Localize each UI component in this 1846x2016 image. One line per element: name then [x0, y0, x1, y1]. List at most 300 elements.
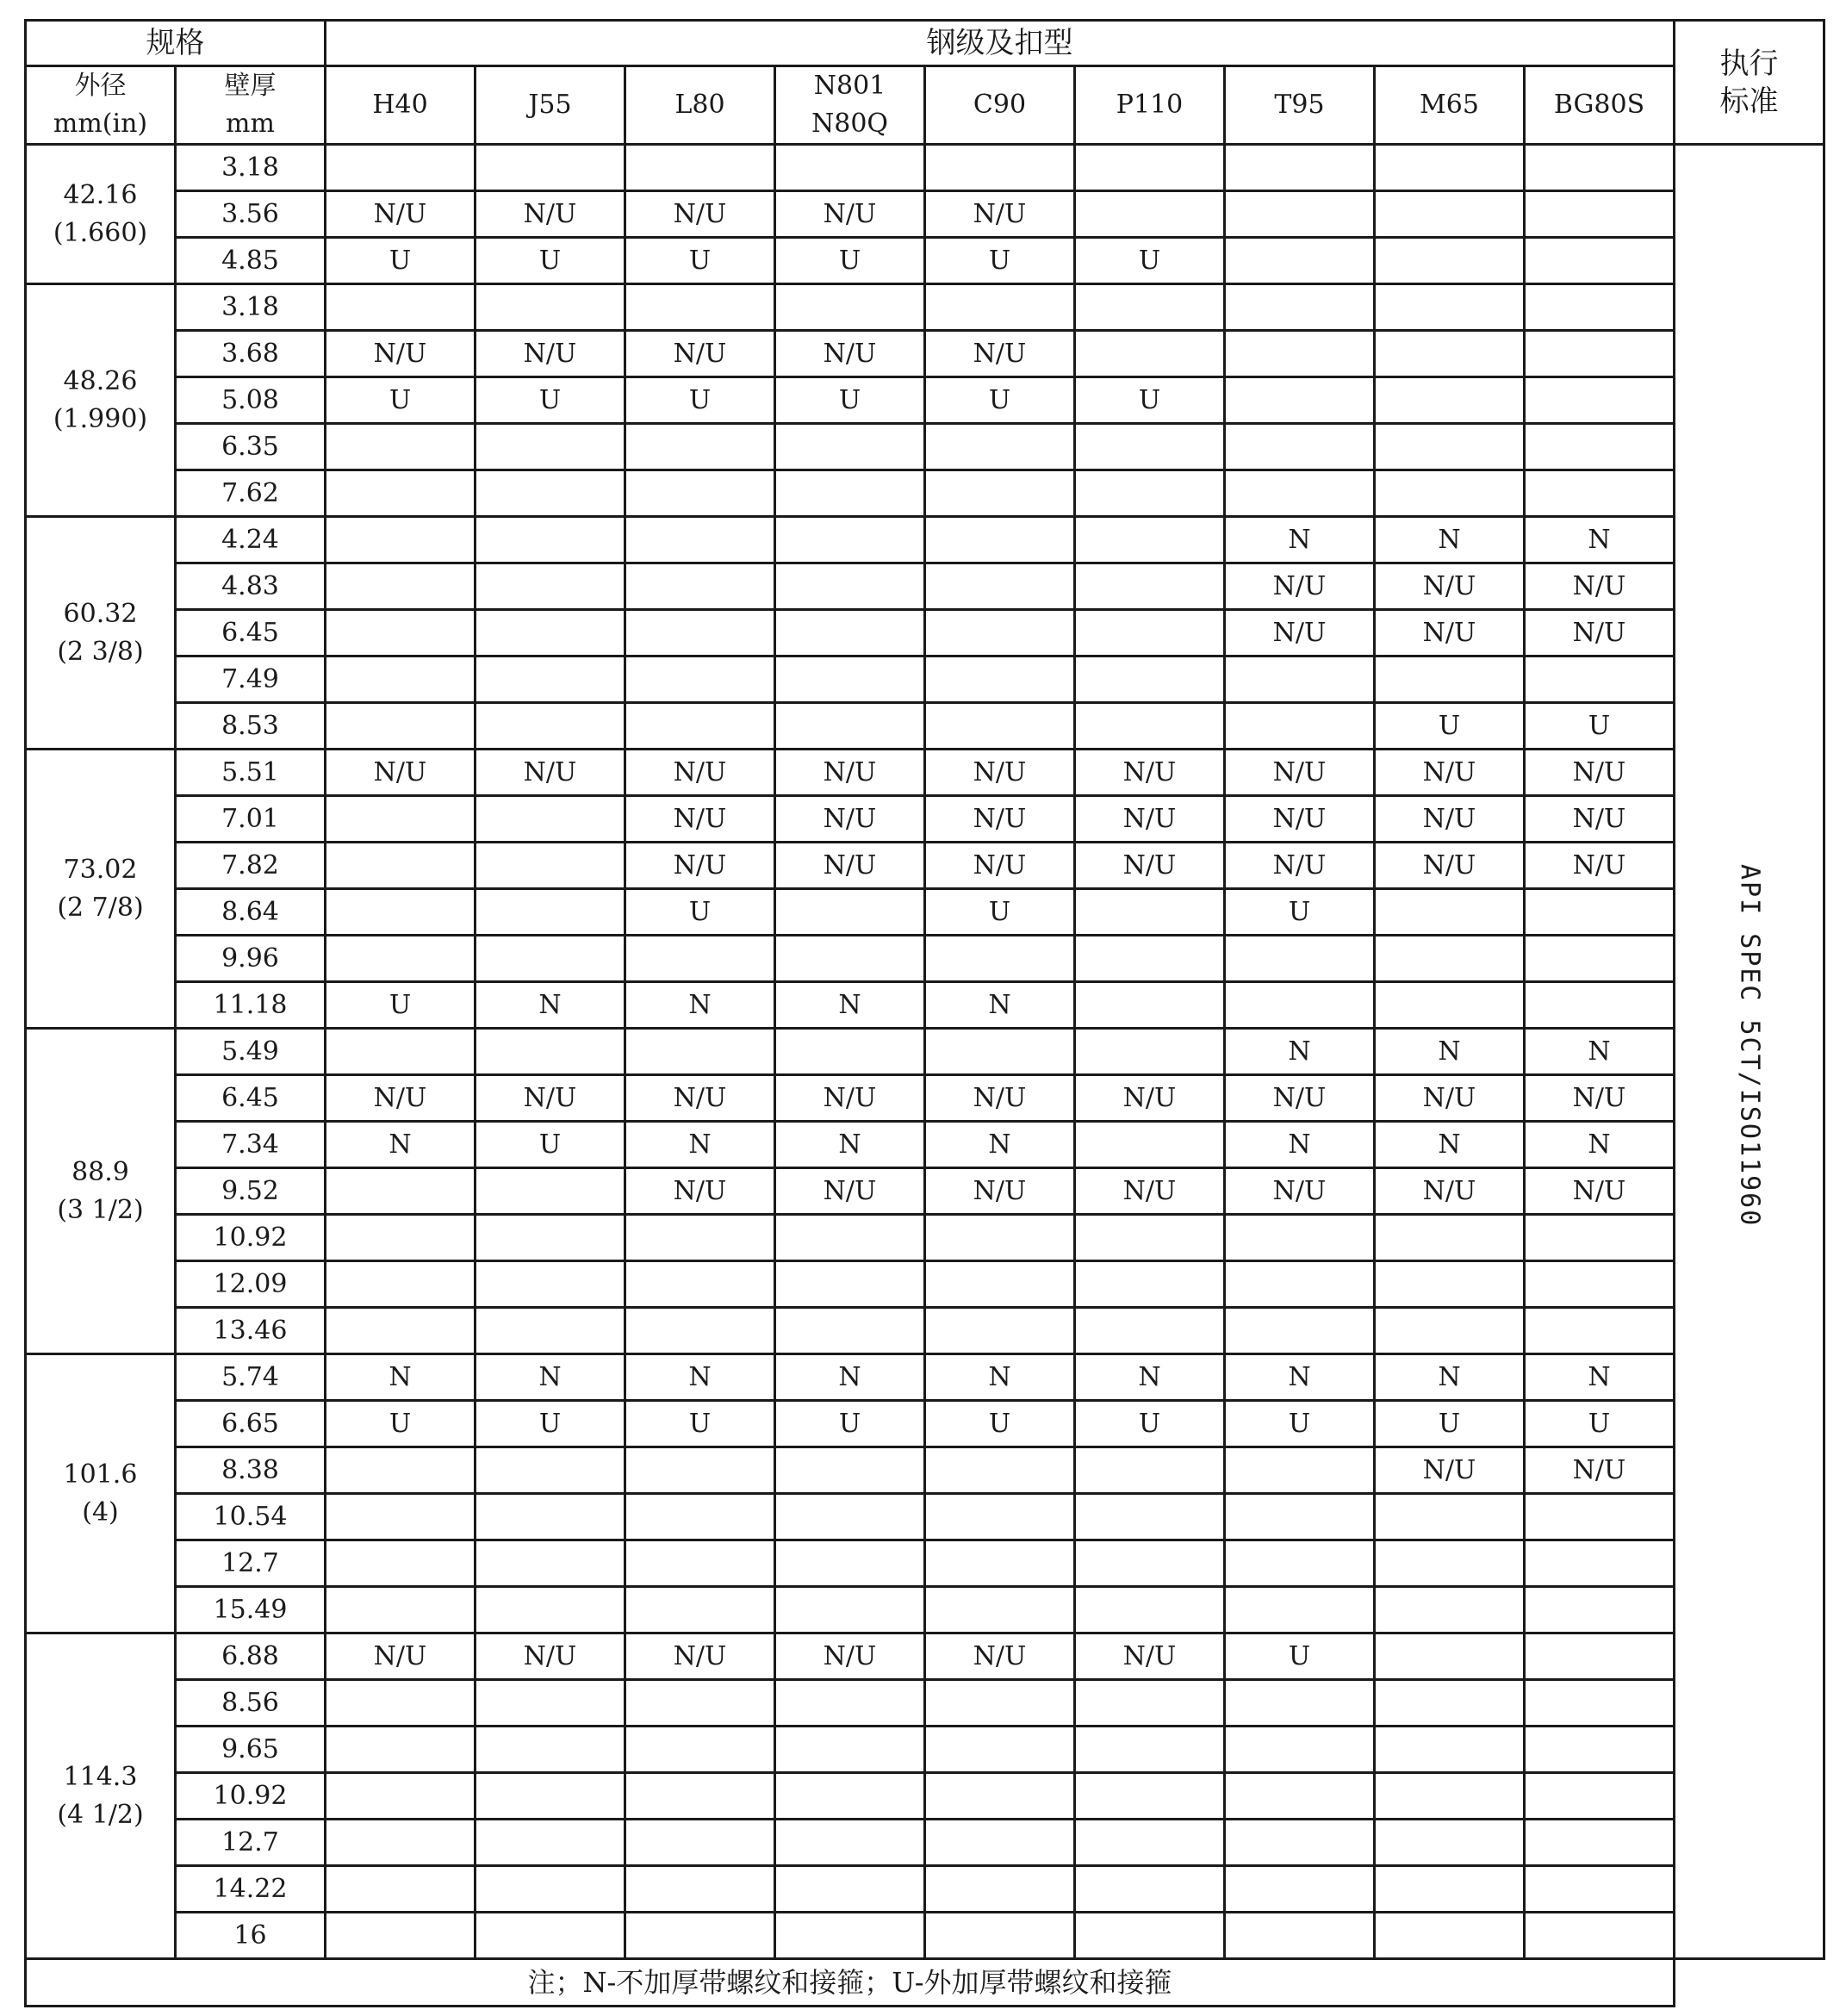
grade-cell	[1525, 1587, 1675, 1633]
table-row	[26, 1447, 1824, 1494]
grade-cell	[1375, 1215, 1525, 1261]
table-row	[26, 517, 1824, 563]
grade-cell	[925, 517, 1075, 563]
table-row	[26, 424, 1824, 470]
grade-cell	[925, 145, 1075, 191]
grade-cell	[326, 1540, 475, 1587]
grade-cell	[925, 703, 1075, 750]
grade-cell: N	[1375, 1029, 1525, 1075]
grade-cell: U	[1225, 889, 1375, 936]
tubing-spec-table	[24, 19, 1825, 2007]
wall-thickness-cell: 6.45	[176, 1075, 326, 1122]
wall-thickness-cell: 9.65	[176, 1727, 326, 1773]
grade-cell	[625, 1680, 775, 1727]
grade-cell	[775, 1913, 925, 1959]
grade-cell	[1075, 1540, 1225, 1587]
grade-cell: N/U	[1075, 1633, 1225, 1680]
grade-cell	[475, 1447, 625, 1494]
wall-thickness-cell: 5.08	[176, 377, 326, 424]
wall-thickness-cell: 12.09	[176, 1261, 326, 1308]
grade-cell: N	[1225, 517, 1375, 563]
grade-cell: N	[475, 1354, 625, 1401]
grade-cell	[625, 517, 775, 563]
grade-cell	[1525, 238, 1675, 284]
grade-cell	[1225, 1308, 1375, 1354]
grade-cell: U	[925, 238, 1075, 284]
outer-diameter-text: 73.02 (2 7/8)	[57, 854, 144, 923]
table-row	[26, 656, 1824, 703]
grade-cell	[475, 796, 625, 843]
wall-thickness-cell: 7.49	[176, 656, 326, 703]
grade-cell	[326, 889, 475, 936]
grade-cell	[925, 1494, 1075, 1540]
grade-cell: N/U	[1525, 610, 1675, 656]
grade-cell	[326, 1029, 475, 1075]
grade-cell	[1375, 1913, 1525, 1959]
grade-header	[925, 66, 1075, 145]
grade-cell	[475, 1540, 625, 1587]
grade-cell: U	[925, 1401, 1075, 1447]
grade-header	[326, 66, 475, 145]
grade-cell	[475, 703, 625, 750]
wall-thickness-cell: 10.92	[176, 1773, 326, 1820]
grade-cell: N	[326, 1122, 475, 1168]
grade-cell	[475, 1168, 625, 1215]
grade-cell	[1225, 191, 1375, 238]
grade-cell: N	[925, 1122, 1075, 1168]
grade-header	[1225, 66, 1375, 145]
grade-cell: N/U	[1375, 1447, 1525, 1494]
grade-cell: N/U	[475, 750, 625, 796]
grade-cell	[326, 1866, 475, 1913]
grade-cell	[775, 563, 925, 610]
grade-cell: N/U	[1225, 610, 1375, 656]
grade-cell	[1375, 1680, 1525, 1727]
table-row	[26, 1029, 1824, 1075]
grade-cell	[1225, 284, 1375, 331]
table-row	[26, 1122, 1824, 1168]
grade-cell	[775, 1587, 925, 1633]
standard-cell	[1675, 145, 1824, 1959]
grade-cell	[625, 656, 775, 703]
wall-thickness-cell: 14.22	[176, 1866, 326, 1913]
grade-cell	[1225, 656, 1375, 703]
grade-cell	[1525, 1773, 1675, 1820]
grade-cell	[1375, 470, 1525, 517]
standard-header	[1675, 21, 1824, 145]
wall-header-text: 壁厚 mm	[224, 71, 277, 139]
grade-cell	[625, 1447, 775, 1494]
table-row	[26, 1727, 1824, 1773]
grade-cell	[1225, 1913, 1375, 1959]
grade-cell: N/U	[925, 191, 1075, 238]
grade-cell: N/U	[1375, 610, 1525, 656]
grade-cell	[1375, 377, 1525, 424]
wall-thickness-cell: 7.62	[176, 470, 326, 517]
grade-cell	[775, 703, 925, 750]
wall-thickness-cell: 9.52	[176, 1168, 326, 1215]
footnote: 注；N-不加厚带螺纹和接箍；U-外加厚带螺纹和接箍	[26, 1959, 1675, 2007]
grade-cell	[1525, 377, 1675, 424]
grade-header-text: C90	[973, 90, 1027, 120]
grade-cell	[475, 1913, 625, 1959]
grade-cell	[1225, 1261, 1375, 1308]
grade-cell	[1525, 1261, 1675, 1308]
grade-cell	[1075, 1215, 1225, 1261]
grade-cell: U	[326, 1401, 475, 1447]
grade-cell	[475, 1820, 625, 1866]
table-row	[26, 982, 1824, 1029]
outer-diameter-text: 114.3 (4 1/2)	[57, 1761, 144, 1830]
table-row	[26, 331, 1824, 377]
outer-diameter-text: 101.6 (4)	[63, 1459, 138, 1528]
grade-header-text: T95	[1274, 90, 1325, 120]
grade-cell: U	[326, 238, 475, 284]
grade-cell: N/U	[775, 331, 925, 377]
grade-header-text: P110	[1116, 90, 1184, 120]
grade-cell	[475, 470, 625, 517]
grade-cell	[326, 517, 475, 563]
grade-cell	[326, 1773, 475, 1820]
wall-thickness-cell: 5.49	[176, 1029, 326, 1075]
grade-cell	[326, 284, 475, 331]
grade-cell: N	[775, 1122, 925, 1168]
table-row	[26, 1354, 1824, 1401]
grade-cell	[925, 1820, 1075, 1866]
grade-cell	[775, 1447, 925, 1494]
wall-thickness-cell: 10.92	[176, 1215, 326, 1261]
grade-cell: N	[326, 1354, 475, 1401]
grade-cell	[1225, 424, 1375, 470]
grade-cell: U	[1525, 703, 1675, 750]
grade-cell: N	[625, 982, 775, 1029]
wall-thickness-cell: 5.51	[176, 750, 326, 796]
grade-cell	[1075, 331, 1225, 377]
grade-cell	[925, 284, 1075, 331]
outer-diameter-cell	[26, 145, 176, 284]
grade-cell: N/U	[475, 331, 625, 377]
grade-cell: U	[925, 377, 1075, 424]
grade-cell: U	[625, 377, 775, 424]
table-row	[26, 843, 1824, 889]
grade-cell	[1375, 982, 1525, 1029]
table-row	[26, 1633, 1824, 1680]
grade-cell: N/U	[775, 1075, 925, 1122]
grade-cell	[775, 889, 925, 936]
grade-cell	[775, 936, 925, 982]
grade-cell: N	[1375, 517, 1525, 563]
grade-cell: N	[1375, 1354, 1525, 1401]
grade-cell	[1525, 1540, 1675, 1587]
table-row	[26, 796, 1824, 843]
grade-cell: N	[475, 982, 625, 1029]
grade-header-text: H40	[372, 90, 428, 120]
table-row	[26, 1866, 1824, 1913]
grade-cell	[625, 1866, 775, 1913]
grade-cell	[775, 1773, 925, 1820]
grade-cell: U	[1375, 1401, 1525, 1447]
grade-cell	[925, 1773, 1075, 1820]
grade-cell	[1075, 936, 1225, 982]
table-row	[26, 563, 1824, 610]
grade-cell	[925, 1215, 1075, 1261]
grade-cell: N/U	[1225, 563, 1375, 610]
grade-cell	[925, 1029, 1075, 1075]
grade-cell	[775, 517, 925, 563]
grade-cell	[925, 1913, 1075, 1959]
grade-cell	[475, 843, 625, 889]
table-row	[26, 1075, 1824, 1122]
grade-cell: N	[1075, 1354, 1225, 1401]
wall-thickness-cell: 8.64	[176, 889, 326, 936]
grade-cell	[775, 1215, 925, 1261]
grade-cell: N	[1225, 1029, 1375, 1075]
grade-cell	[1075, 145, 1225, 191]
grade-cell: N/U	[1075, 843, 1225, 889]
grade-cell: N/U	[625, 796, 775, 843]
table-row	[26, 1168, 1824, 1215]
grade-cell	[625, 703, 775, 750]
grade-cell	[925, 1308, 1075, 1354]
grade-cell	[1075, 1913, 1225, 1959]
grade-cell	[925, 1587, 1075, 1633]
grade-cell: N	[1375, 1122, 1525, 1168]
grade-cell	[1075, 1587, 1225, 1633]
grade-cell	[1525, 1633, 1675, 1680]
grade-cell	[775, 1820, 925, 1866]
grade-cell: N/U	[925, 843, 1075, 889]
grade-cell: N/U	[625, 1633, 775, 1680]
table-row	[26, 1773, 1824, 1820]
grade-cell	[1525, 1866, 1675, 1913]
grade-cell: N/U	[775, 1168, 925, 1215]
grade-cell	[475, 1029, 625, 1075]
grade-cell: U	[625, 1401, 775, 1447]
grade-cell	[475, 1680, 625, 1727]
table-row	[26, 145, 1824, 191]
grade-cell	[1075, 517, 1225, 563]
grade-cell	[1375, 1261, 1525, 1308]
grade-cell: N	[1525, 1122, 1675, 1168]
grade-cell	[1225, 377, 1375, 424]
grade-header	[625, 66, 775, 145]
outer-diameter-cell	[26, 1029, 176, 1354]
grade-cell	[1525, 1913, 1675, 1959]
grade-cell	[326, 843, 475, 889]
outer-diameter-text: 88.9 (3 1/2)	[57, 1156, 144, 1225]
grade-cell	[1225, 1866, 1375, 1913]
grade-cell	[925, 1727, 1075, 1773]
grade-cell	[1375, 331, 1525, 377]
grade-cell	[475, 1866, 625, 1913]
grade-cell: N/U	[925, 796, 1075, 843]
table-row	[26, 1215, 1824, 1261]
grade-cell	[1225, 1680, 1375, 1727]
grade-cell	[775, 1029, 925, 1075]
grade-cell	[625, 1261, 775, 1308]
wall-thickness-cell: 12.7	[176, 1820, 326, 1866]
grade-cell	[625, 936, 775, 982]
grade-cell	[925, 1680, 1075, 1727]
wall-header	[176, 66, 326, 145]
grade-cell: N	[1225, 1354, 1375, 1401]
grade-cell: N/U	[775, 191, 925, 238]
grade-cell	[1075, 1122, 1225, 1168]
grade-cell: U	[775, 1401, 925, 1447]
grade-cell	[1075, 1308, 1225, 1354]
grade-cell	[1225, 1540, 1375, 1587]
grade-header	[475, 66, 625, 145]
grade-cell	[1375, 145, 1525, 191]
grade-cell	[1075, 610, 1225, 656]
grade-cell	[475, 145, 625, 191]
grade-cell	[1075, 284, 1225, 331]
grade-cell: U	[1225, 1633, 1375, 1680]
table-row	[26, 1494, 1824, 1540]
grade-cell	[1525, 284, 1675, 331]
grade-cell	[1075, 191, 1225, 238]
grade-cell	[326, 1494, 475, 1540]
grade-cell	[1525, 936, 1675, 982]
grade-cell	[326, 796, 475, 843]
grade-cell: N/U	[775, 843, 925, 889]
wall-thickness-cell: 8.53	[176, 703, 326, 750]
grade-cell	[775, 1727, 925, 1773]
grade-cell	[475, 284, 625, 331]
wall-thickness-cell: 5.74	[176, 1354, 326, 1401]
grade-cell	[326, 1308, 475, 1354]
grade-cell	[1525, 889, 1675, 936]
grade-cell	[326, 1215, 475, 1261]
grade-cell	[475, 1727, 625, 1773]
wall-thickness-cell: 3.18	[176, 284, 326, 331]
grade-cell: N/U	[925, 1168, 1075, 1215]
grade-cell: N	[775, 1354, 925, 1401]
grade-cell	[775, 1308, 925, 1354]
grade-cell: N	[925, 1354, 1075, 1401]
grade-cell	[1075, 1727, 1225, 1773]
grade-cell: N/U	[625, 750, 775, 796]
grade-cell: N/U	[1525, 1075, 1675, 1122]
grade-cell: U	[925, 889, 1075, 936]
grade-cell	[326, 1168, 475, 1215]
wall-thickness-cell: 9.96	[176, 936, 326, 982]
wall-thickness-cell: 6.88	[176, 1633, 326, 1680]
wall-thickness-cell: 3.68	[176, 331, 326, 377]
grade-cell: N/U	[1525, 796, 1675, 843]
grade-cell: N/U	[1375, 750, 1525, 796]
grade-cell	[775, 1680, 925, 1727]
grade-header	[775, 66, 925, 145]
grade-cell: U	[775, 377, 925, 424]
grade-cell: N/U	[326, 331, 475, 377]
grade-cell	[1075, 1820, 1225, 1866]
grade-cell	[1225, 1727, 1375, 1773]
grade-cell: N	[1525, 517, 1675, 563]
grade-cell	[625, 1494, 775, 1540]
table-row	[26, 1308, 1824, 1354]
grade-cell: N	[775, 982, 925, 1029]
grade-cell: N/U	[326, 1075, 475, 1122]
grade-cell	[775, 1494, 925, 1540]
grade-header	[1075, 66, 1225, 145]
grade-cell	[475, 1773, 625, 1820]
grade-group-header: 钢级及扣型	[326, 21, 1675, 66]
grade-cell	[1075, 563, 1225, 610]
grade-cell	[326, 424, 475, 470]
grade-cell	[475, 424, 625, 470]
grade-cell	[625, 1215, 775, 1261]
outer-diameter-cell	[26, 284, 176, 517]
wall-thickness-cell: 4.83	[176, 563, 326, 610]
grade-cell: N/U	[775, 750, 925, 796]
grade-cell	[625, 1029, 775, 1075]
grade-header	[1375, 66, 1525, 145]
grade-cell: U	[475, 1401, 625, 1447]
outer-diameter-cell	[26, 1354, 176, 1633]
grade-cell: U	[475, 1122, 625, 1168]
grade-cell: N/U	[1525, 1168, 1675, 1215]
grade-cell: N/U	[1225, 1075, 1375, 1122]
grade-cell: N/U	[1375, 1168, 1525, 1215]
wall-thickness-cell: 7.34	[176, 1122, 326, 1168]
grade-cell	[775, 424, 925, 470]
grade-cell: N/U	[1225, 843, 1375, 889]
grade-cell	[1525, 982, 1675, 1029]
grade-cell	[925, 563, 1075, 610]
grade-cell	[625, 563, 775, 610]
grade-cell	[1225, 1494, 1375, 1540]
grade-cell	[625, 1773, 775, 1820]
grade-cell	[625, 470, 775, 517]
wall-thickness-cell: 8.38	[176, 1447, 326, 1494]
grade-cell	[925, 936, 1075, 982]
grade-cell	[475, 1215, 625, 1261]
table-row	[26, 936, 1824, 982]
grade-cell	[475, 936, 625, 982]
grade-cell: U	[1075, 238, 1225, 284]
grade-cell	[925, 424, 1075, 470]
grade-cell	[326, 1447, 475, 1494]
grade-header-text: L80	[674, 90, 725, 120]
grade-cell	[1225, 1447, 1375, 1494]
table-row	[26, 284, 1824, 331]
grade-cell: U	[625, 889, 775, 936]
grade-cell: N/U	[1075, 750, 1225, 796]
outer-diameter-text: 48.26 (1.990)	[53, 365, 148, 434]
wall-thickness-cell: 16	[176, 1913, 326, 1959]
grade-cell: N/U	[925, 750, 1075, 796]
table-row	[26, 1680, 1824, 1727]
grade-cell	[625, 284, 775, 331]
wall-thickness-cell: 13.46	[176, 1308, 326, 1354]
grade-cell	[1375, 191, 1525, 238]
grade-cell: U	[326, 982, 475, 1029]
grade-cell: N/U	[1375, 796, 1525, 843]
grade-cell	[625, 1820, 775, 1866]
grade-cell	[1075, 1447, 1225, 1494]
grade-cell: N/U	[1225, 1168, 1375, 1215]
grade-cell	[1225, 1587, 1375, 1633]
grade-cell	[1075, 982, 1225, 1029]
grade-cell: N/U	[1525, 750, 1675, 796]
grade-cell: N	[625, 1122, 775, 1168]
grade-cell	[625, 1308, 775, 1354]
table-row	[26, 750, 1824, 796]
table-row	[26, 1261, 1824, 1308]
grade-cell	[1525, 1308, 1675, 1354]
wall-thickness-cell: 6.45	[176, 610, 326, 656]
